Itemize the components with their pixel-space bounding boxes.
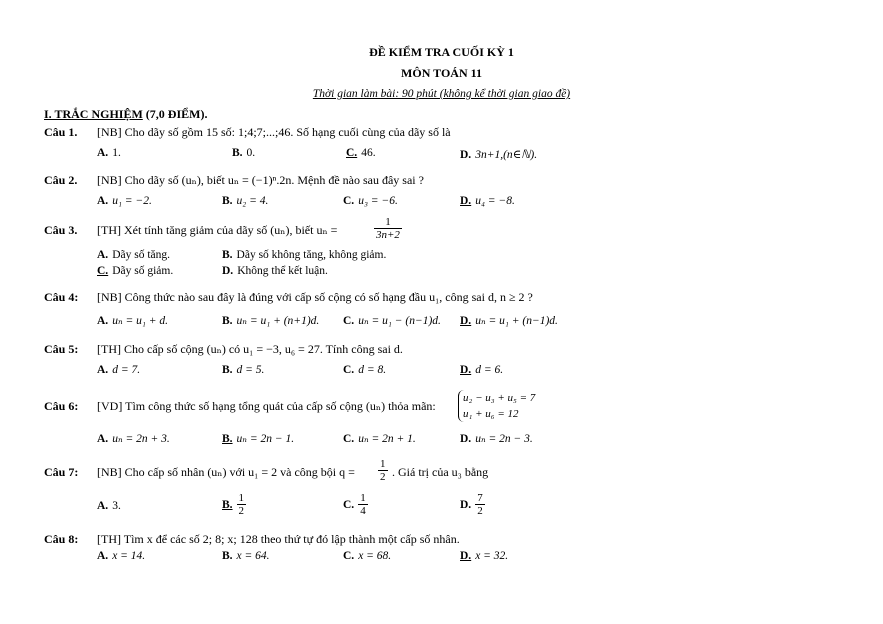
option-label: D. <box>460 315 472 327</box>
option-text: uₙ = 2n − 3. <box>475 433 533 445</box>
question-text-end: . Giá trị của u₃ bằng <box>392 465 489 479</box>
option-text: Dãy số tăng. <box>112 249 170 261</box>
numerator: 1 <box>380 458 386 470</box>
question-number: Câu 4: <box>44 290 79 304</box>
option-text: x = 68. <box>358 550 392 562</box>
option-d[interactable] <box>460 550 508 562</box>
option-c[interactable] <box>343 550 391 562</box>
option-d[interactable] <box>460 195 515 207</box>
question-number: Câu 1. <box>44 125 78 139</box>
question-number: Câu 8: <box>44 532 79 546</box>
option-text: x = 32. <box>475 550 509 562</box>
option-text: x = 14. <box>112 550 146 562</box>
numerator: 1 <box>238 492 245 504</box>
option-text: uₙ = u₁ − (n−1)d. <box>358 315 441 327</box>
option-text: u₁ = −2. <box>112 195 152 207</box>
option-c[interactable] <box>97 265 173 277</box>
denominator: 3n+2 <box>376 229 400 241</box>
option-label: B. <box>222 433 233 445</box>
question-text: [NB] Cho cấp số nhân (uₙ) với u₁ = 2 và công bội q = <box>97 465 355 479</box>
option-b[interactable] <box>222 550 270 562</box>
option-text: 46. <box>361 147 376 159</box>
option-fraction <box>358 492 368 517</box>
denominator: 2 <box>380 471 386 483</box>
option-text: uₙ = 2n − 1. <box>236 433 295 445</box>
option-label: D. <box>460 550 472 562</box>
question-number: Câu 3. <box>44 223 78 237</box>
option-c[interactable] <box>346 147 376 159</box>
option-d[interactable] <box>460 364 503 376</box>
question-text: [NB] Cho dãy số gồm 15 số: 1;4;7;...;46. Số hạng cuối cùng của dãy số là <box>97 125 451 139</box>
section-label: I. TRẮC NGHIỆM <box>44 107 143 121</box>
option-d[interactable] <box>460 147 537 161</box>
question-text: [TH] Tìm x để các số 2; 8; x; 128 theo thứ tự đó lập thành một cấp số nhân. <box>97 532 460 546</box>
option-label: C. <box>343 364 355 376</box>
question-text: [VD] Tìm công thức số hạng tổng quát của cấp số cộng (uₙ) thỏa mãn: <box>97 399 436 413</box>
subject-title: MÔN TOÁN 11 <box>401 66 482 80</box>
option-text: u₃ = −6. <box>358 195 398 207</box>
numerator: 7 <box>477 492 483 504</box>
option-text: Dãy số giảm. <box>112 265 174 277</box>
option-text: 3. <box>112 500 121 512</box>
numerator: 1 <box>360 492 366 504</box>
option-label: C. <box>346 147 358 159</box>
option-label: C. <box>343 550 355 562</box>
option-fraction <box>237 492 247 517</box>
option-text: 1. <box>112 147 121 159</box>
option-label: C. <box>343 315 355 327</box>
option-label: D. <box>460 364 472 376</box>
option-label: B. <box>222 249 233 261</box>
option-label: B. <box>222 195 233 207</box>
option-text: d = 7. <box>112 364 141 376</box>
option-label: A. <box>97 500 109 512</box>
numerator: 1 <box>374 216 402 229</box>
denominator: 4 <box>360 505 366 517</box>
option-label: D. <box>460 195 472 207</box>
option-text: d = 6. <box>475 364 504 376</box>
equation-1: u₂ − u₃ + u₅ = 7 <box>463 392 536 404</box>
question-text: [NB] Công thức nào sau đây là đúng với cấp số cộng có số hạng đầu u₁, công sai d, n ≥ 2 ? <box>97 290 533 304</box>
time-note: Thời gian làm bài: 90 phút (không kể thời gian giao đề) <box>312 88 571 100</box>
exam-title: ĐỀ KIỂM TRA CUỐI KỲ 1 <box>369 45 514 59</box>
option-text: Không thể kết luận. <box>237 265 328 277</box>
option-label: C. <box>97 265 109 277</box>
equation-system <box>458 390 535 422</box>
option-text: d = 5. <box>236 364 265 376</box>
option-label: A. <box>97 550 109 562</box>
option-label: A. <box>97 249 109 261</box>
option-fraction <box>475 492 485 517</box>
option-text: d = 8. <box>358 364 387 376</box>
option-text: u₂ = 4. <box>236 195 269 207</box>
option-text: uₙ = u₁ + d. <box>112 315 168 327</box>
option-c[interactable] <box>343 313 441 327</box>
option-b[interactable] <box>222 249 386 261</box>
option-a[interactable] <box>97 500 121 512</box>
option-text: uₙ = u₁ + (n+1)d. <box>236 315 320 327</box>
option-d[interactable] <box>460 431 533 445</box>
option-label: A. <box>97 195 109 207</box>
option-a[interactable] <box>97 431 170 445</box>
denominator: 2 <box>477 505 483 517</box>
option-label: B. <box>232 147 243 159</box>
option-text: uₙ = u₁ + (n−1)d. <box>475 315 558 327</box>
question-number: Câu 2. <box>44 173 78 187</box>
section-heading <box>44 107 207 122</box>
section-points: (7,0 ĐIỂM). <box>142 107 208 121</box>
option-label: B. <box>222 315 233 327</box>
option-label: A. <box>97 433 109 445</box>
option-label: D. <box>222 265 234 277</box>
option-b[interactable] <box>232 147 255 159</box>
question-text: [TH] Cho cấp số cộng (uₙ) có u₁ = −3, u₆ = 27. Tính công sai d. <box>97 342 403 356</box>
option-text: Dãy số không tăng, không giảm. <box>236 249 387 261</box>
fraction <box>378 458 388 483</box>
option-a[interactable] <box>97 364 140 376</box>
option-d[interactable] <box>460 313 558 327</box>
option-a[interactable] <box>97 195 152 207</box>
fraction <box>374 216 402 241</box>
option-label: B. <box>222 550 233 562</box>
option-b[interactable] <box>222 492 246 517</box>
question-number: Câu 5: <box>44 342 79 356</box>
option-a[interactable] <box>97 147 121 159</box>
option-text: uₙ = 2n + 1. <box>358 433 416 445</box>
question-number: Câu 6: <box>44 399 79 413</box>
option-b[interactable] <box>222 195 268 207</box>
option-b[interactable] <box>222 313 319 327</box>
option-label: D. <box>460 498 472 511</box>
option-label: D. <box>460 149 472 161</box>
option-text: x = 64. <box>236 550 270 562</box>
option-text: 0. <box>246 147 256 159</box>
option-label: C. <box>343 195 355 207</box>
option-a[interactable] <box>97 313 168 327</box>
option-c[interactable] <box>343 195 398 207</box>
option-a[interactable] <box>97 249 170 261</box>
option-label: A. <box>97 315 109 327</box>
option-label: A. <box>97 147 109 159</box>
option-label: B. <box>222 498 233 511</box>
option-text: u₄ = −8. <box>475 195 515 207</box>
option-text: 3n+1,(n∈ℕ). <box>475 149 538 161</box>
option-a[interactable] <box>97 550 145 562</box>
equation-2: u₁ + u₆ = 12 <box>463 408 519 420</box>
option-b[interactable] <box>222 364 264 376</box>
option-label: D. <box>460 433 472 445</box>
option-label: C. <box>343 498 355 511</box>
question-text: [NB] Cho dãy số (uₙ), biết uₙ = (−1)ⁿ.2n. Mệnh đề nào sau đây sai ? <box>97 173 424 187</box>
question-text: [TH] Xét tính tăng giảm của dãy số (uₙ), biết uₙ = <box>97 223 338 237</box>
denominator: 2 <box>238 505 245 517</box>
option-c[interactable] <box>343 431 416 445</box>
option-label: B. <box>222 364 233 376</box>
question-number: Câu 7: <box>44 465 79 479</box>
option-d[interactable] <box>460 492 485 517</box>
option-text: uₙ = 2n + 3. <box>112 433 170 445</box>
option-b[interactable] <box>222 431 294 445</box>
option-label: A. <box>97 364 109 376</box>
option-c[interactable] <box>343 364 386 376</box>
option-c[interactable] <box>343 492 368 517</box>
option-d[interactable] <box>222 265 328 277</box>
option-label: C. <box>343 433 355 445</box>
